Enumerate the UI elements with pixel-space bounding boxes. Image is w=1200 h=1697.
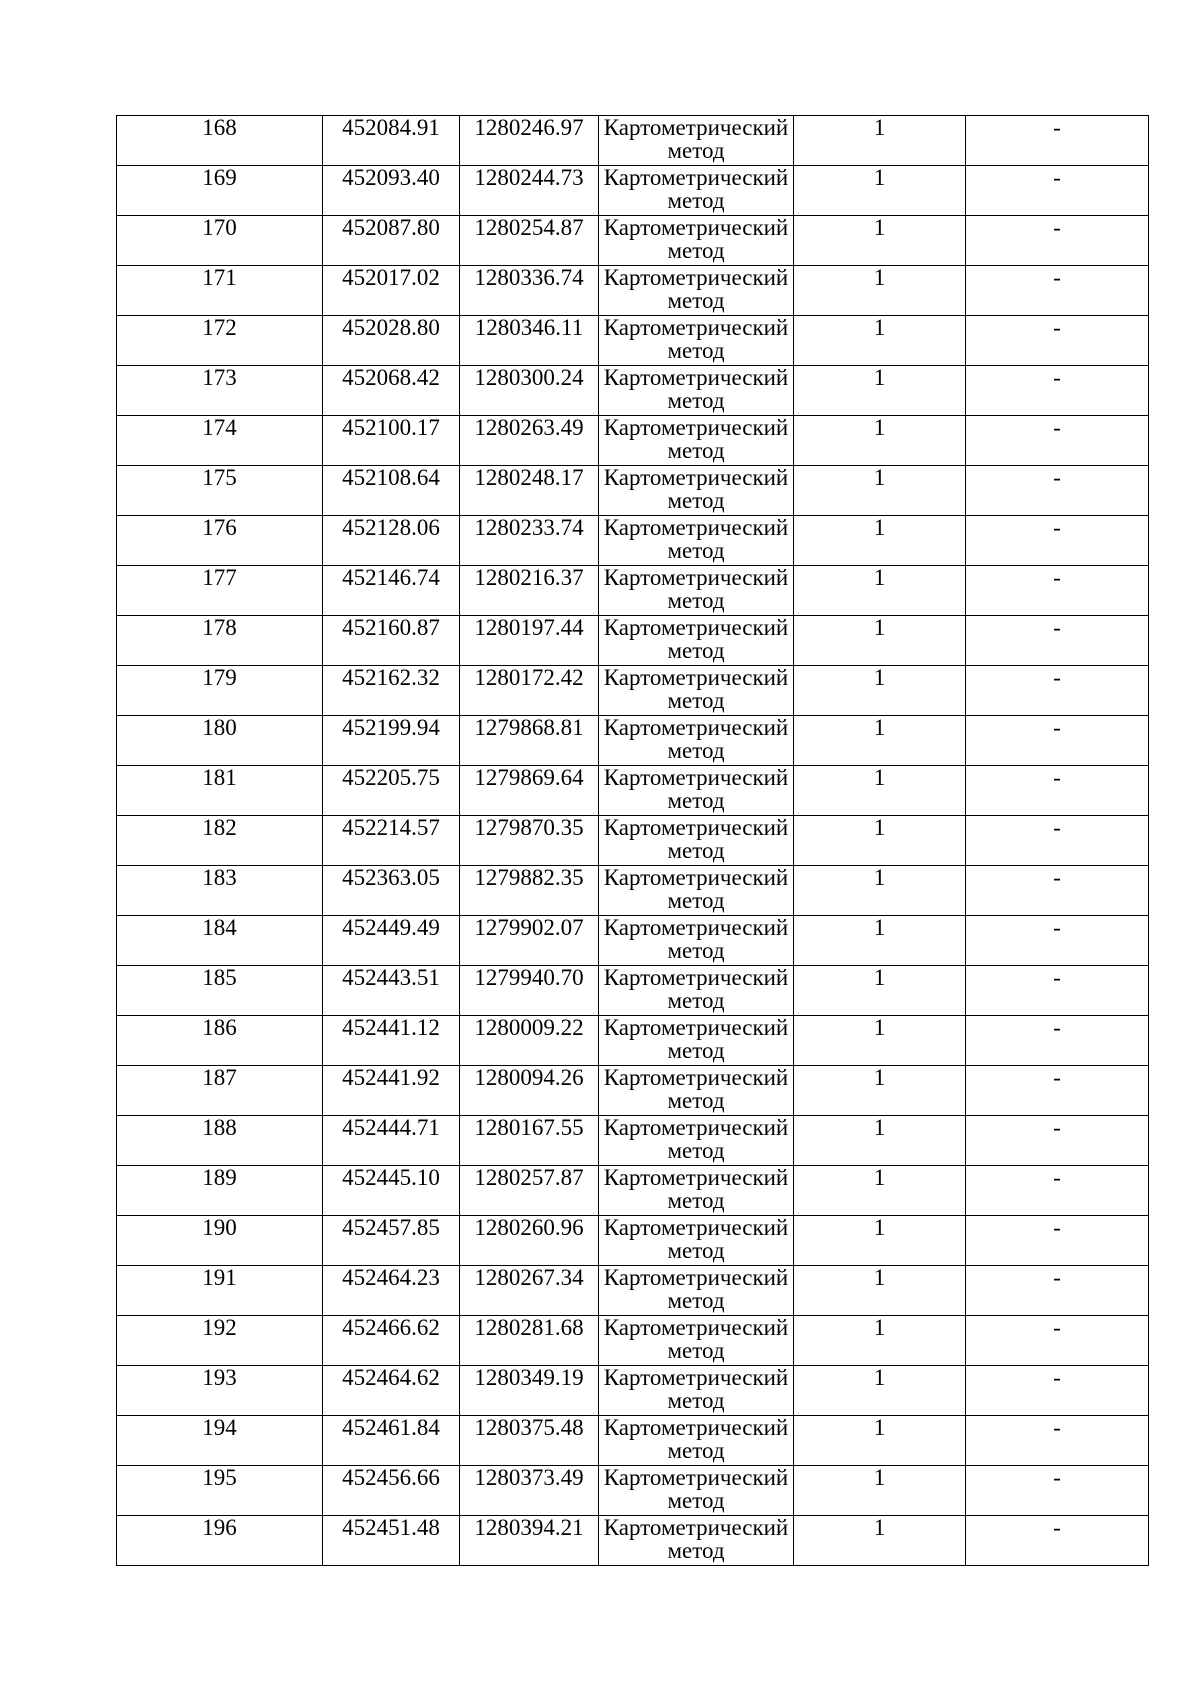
table-row	[117, 1066, 1149, 1116]
method-line-2: метод	[667, 488, 725, 513]
x-coordinate-cell: 452451.48	[323, 1516, 460, 1566]
point-number-cell: 186	[117, 1016, 323, 1066]
note-cell: -	[966, 216, 1149, 266]
method-cell	[599, 216, 794, 266]
method-line-2: метод	[667, 138, 725, 163]
method-line-1: Картометрический	[603, 265, 789, 290]
method-cell	[599, 516, 794, 566]
y-coordinate-cell: 1279902.07	[460, 916, 599, 966]
table-row	[117, 1116, 1149, 1166]
method-line-1: Картометрический	[603, 315, 789, 340]
method-line-1: Картометрический	[603, 865, 789, 890]
method-cell	[599, 566, 794, 616]
x-coordinate-cell: 452100.17	[323, 416, 460, 466]
method-cell	[599, 266, 794, 316]
method-line-1: Картометрический	[603, 515, 789, 540]
table-row	[117, 116, 1149, 166]
accuracy-cell: 1	[794, 1366, 966, 1416]
method-line-2: метод	[667, 288, 725, 313]
note-cell: -	[966, 566, 1149, 616]
accuracy-cell: 1	[794, 1416, 966, 1466]
note-cell: -	[966, 1116, 1149, 1166]
y-coordinate-cell: 1280375.48	[460, 1416, 599, 1466]
method-line-2: метод	[667, 1088, 725, 1113]
y-coordinate-cell: 1279940.70	[460, 966, 599, 1016]
point-number-cell: 174	[117, 416, 323, 466]
x-coordinate-cell: 452205.75	[323, 766, 460, 816]
note-cell: -	[966, 1516, 1149, 1566]
method-line-1: Картометрический	[603, 665, 789, 690]
method-line-2: метод	[667, 788, 725, 813]
point-number-cell: 194	[117, 1416, 323, 1466]
method-cell	[599, 1016, 794, 1066]
table-row	[117, 316, 1149, 366]
method-line-1: Картометрический	[603, 1265, 789, 1290]
note-cell: -	[966, 666, 1149, 716]
method-cell	[599, 1216, 794, 1266]
table-row	[117, 516, 1149, 566]
table-row	[117, 866, 1149, 916]
table-row	[117, 916, 1149, 966]
y-coordinate-cell: 1280197.44	[460, 616, 599, 666]
note-cell: -	[966, 1466, 1149, 1516]
point-number-cell: 195	[117, 1466, 323, 1516]
accuracy-cell: 1	[794, 366, 966, 416]
accuracy-cell: 1	[794, 566, 966, 616]
method-line-1: Картометрический	[603, 1115, 789, 1140]
method-line-1: Картометрический	[603, 1415, 789, 1440]
x-coordinate-cell: 452466.62	[323, 1316, 460, 1366]
x-coordinate-cell: 452087.80	[323, 216, 460, 266]
table-row	[117, 1466, 1149, 1516]
table-row	[117, 366, 1149, 416]
x-coordinate-cell: 452461.84	[323, 1416, 460, 1466]
table-row	[117, 1266, 1149, 1316]
y-coordinate-cell: 1279869.64	[460, 766, 599, 816]
note-cell: -	[966, 716, 1149, 766]
point-number-cell: 183	[117, 866, 323, 916]
table-row	[117, 666, 1149, 716]
y-coordinate-cell: 1280167.55	[460, 1116, 599, 1166]
method-line-1: Картометрический	[603, 815, 789, 840]
method-line-1: Картометрический	[603, 365, 789, 390]
x-coordinate-cell: 452146.74	[323, 566, 460, 616]
method-cell	[599, 766, 794, 816]
x-coordinate-cell: 452445.10	[323, 1166, 460, 1216]
method-cell	[599, 1066, 794, 1116]
point-number-cell: 191	[117, 1266, 323, 1316]
point-number-cell: 173	[117, 366, 323, 416]
accuracy-cell: 1	[794, 766, 966, 816]
y-coordinate-cell: 1280248.17	[460, 466, 599, 516]
method-line-1: Картометрический	[603, 165, 789, 190]
accuracy-cell: 1	[794, 466, 966, 516]
x-coordinate-cell: 452449.49	[323, 916, 460, 966]
x-coordinate-cell: 452108.64	[323, 466, 460, 516]
table-row	[117, 816, 1149, 866]
method-cell	[599, 916, 794, 966]
method-cell	[599, 1516, 794, 1566]
method-cell	[599, 1416, 794, 1466]
method-line-1: Картометрический	[603, 115, 789, 140]
method-cell	[599, 966, 794, 1016]
point-number-cell: 179	[117, 666, 323, 716]
y-coordinate-cell: 1280263.49	[460, 416, 599, 466]
y-coordinate-cell: 1280267.34	[460, 1266, 599, 1316]
x-coordinate-cell: 452456.66	[323, 1466, 460, 1516]
note-cell: -	[966, 1166, 1149, 1216]
note-cell: -	[966, 1416, 1149, 1466]
note-cell: -	[966, 166, 1149, 216]
method-line-2: метод	[667, 1388, 725, 1413]
method-line-1: Картометрический	[603, 215, 789, 240]
y-coordinate-cell: 1280349.19	[460, 1366, 599, 1416]
method-cell	[599, 666, 794, 716]
note-cell: -	[966, 866, 1149, 916]
method-line-1: Картометрический	[603, 1365, 789, 1390]
method-line-2: метод	[667, 938, 725, 963]
x-coordinate-cell: 452363.05	[323, 866, 460, 916]
method-line-2: метод	[667, 838, 725, 863]
y-coordinate-cell: 1280244.73	[460, 166, 599, 216]
note-cell: -	[966, 116, 1149, 166]
table-row	[117, 1316, 1149, 1366]
method-line-1: Картометрический	[603, 965, 789, 990]
table-row	[117, 466, 1149, 516]
accuracy-cell: 1	[794, 716, 966, 766]
x-coordinate-cell: 452444.71	[323, 1116, 460, 1166]
x-coordinate-cell: 452464.23	[323, 1266, 460, 1316]
accuracy-cell: 1	[794, 1316, 966, 1366]
method-line-2: метод	[667, 538, 725, 563]
method-cell	[599, 866, 794, 916]
point-number-cell: 178	[117, 616, 323, 666]
note-cell: -	[966, 916, 1149, 966]
table-row	[117, 966, 1149, 1016]
point-number-cell: 190	[117, 1216, 323, 1266]
y-coordinate-cell: 1280257.87	[460, 1166, 599, 1216]
note-cell: -	[966, 1016, 1149, 1066]
y-coordinate-cell: 1280254.87	[460, 216, 599, 266]
accuracy-cell: 1	[794, 416, 966, 466]
method-line-1: Картометрический	[603, 465, 789, 490]
table-row	[117, 566, 1149, 616]
method-cell	[599, 316, 794, 366]
method-cell	[599, 1366, 794, 1416]
method-cell	[599, 1166, 794, 1216]
accuracy-cell: 1	[794, 516, 966, 566]
x-coordinate-cell: 452017.02	[323, 266, 460, 316]
method-line-1: Картометрический	[603, 1315, 789, 1340]
method-line-2: метод	[667, 1238, 725, 1263]
note-cell: -	[966, 416, 1149, 466]
point-number-cell: 192	[117, 1316, 323, 1366]
accuracy-cell: 1	[794, 1216, 966, 1266]
point-number-cell: 169	[117, 166, 323, 216]
y-coordinate-cell: 1279868.81	[460, 716, 599, 766]
accuracy-cell: 1	[794, 816, 966, 866]
method-line-2: метод	[667, 1038, 725, 1063]
y-coordinate-cell: 1280094.26	[460, 1066, 599, 1116]
method-line-2: метод	[667, 438, 725, 463]
y-coordinate-cell: 1279870.35	[460, 816, 599, 866]
point-number-cell: 185	[117, 966, 323, 1016]
method-cell	[599, 1316, 794, 1366]
point-number-cell: 193	[117, 1366, 323, 1416]
x-coordinate-cell: 452441.92	[323, 1066, 460, 1116]
x-coordinate-cell: 452162.32	[323, 666, 460, 716]
note-cell: -	[966, 466, 1149, 516]
table-row	[117, 1216, 1149, 1266]
y-coordinate-cell: 1280009.22	[460, 1016, 599, 1066]
note-cell: -	[966, 616, 1149, 666]
y-coordinate-cell: 1279882.35	[460, 866, 599, 916]
accuracy-cell: 1	[794, 966, 966, 1016]
point-number-cell: 168	[117, 116, 323, 166]
y-coordinate-cell: 1280172.42	[460, 666, 599, 716]
table-row	[117, 716, 1149, 766]
y-coordinate-cell: 1280233.74	[460, 516, 599, 566]
y-coordinate-cell: 1280394.21	[460, 1516, 599, 1566]
method-line-2: метод	[667, 188, 725, 213]
point-number-cell: 170	[117, 216, 323, 266]
table-row	[117, 616, 1149, 666]
method-cell	[599, 466, 794, 516]
y-coordinate-cell: 1280216.37	[460, 566, 599, 616]
table-row	[117, 1166, 1149, 1216]
note-cell: -	[966, 1216, 1149, 1266]
note-cell: -	[966, 266, 1149, 316]
x-coordinate-cell: 452441.12	[323, 1016, 460, 1066]
method-line-1: Картометрический	[603, 765, 789, 790]
accuracy-cell: 1	[794, 1466, 966, 1516]
method-cell	[599, 616, 794, 666]
method-line-2: метод	[667, 1138, 725, 1163]
method-line-1: Картометрический	[603, 1165, 789, 1190]
method-line-1: Картометрический	[603, 915, 789, 940]
method-line-1: Картометрический	[603, 565, 789, 590]
point-number-cell: 177	[117, 566, 323, 616]
x-coordinate-cell: 452128.06	[323, 516, 460, 566]
y-coordinate-cell: 1280281.68	[460, 1316, 599, 1366]
method-line-1: Картометрический	[603, 1465, 789, 1490]
point-number-cell: 180	[117, 716, 323, 766]
accuracy-cell: 1	[794, 116, 966, 166]
y-coordinate-cell: 1280346.11	[460, 316, 599, 366]
method-line-1: Картометрический	[603, 615, 789, 640]
point-number-cell: 182	[117, 816, 323, 866]
method-line-2: метод	[667, 1538, 725, 1563]
method-line-1: Картометрический	[603, 1215, 789, 1240]
method-line-2: метод	[667, 1188, 725, 1213]
method-cell	[599, 1466, 794, 1516]
x-coordinate-cell: 452464.62	[323, 1366, 460, 1416]
method-line-2: метод	[667, 588, 725, 613]
x-coordinate-cell: 452214.57	[323, 816, 460, 866]
point-number-cell: 187	[117, 1066, 323, 1116]
method-cell	[599, 416, 794, 466]
note-cell: -	[966, 366, 1149, 416]
point-number-cell: 172	[117, 316, 323, 366]
method-line-2: метод	[667, 688, 725, 713]
point-number-cell: 188	[117, 1116, 323, 1166]
note-cell: -	[966, 516, 1149, 566]
method-line-2: метод	[667, 238, 725, 263]
table-row	[117, 1016, 1149, 1066]
note-cell: -	[966, 316, 1149, 366]
method-line-2: метод	[667, 388, 725, 413]
method-line-1: Картометрический	[603, 415, 789, 440]
accuracy-cell: 1	[794, 1266, 966, 1316]
x-coordinate-cell: 452443.51	[323, 966, 460, 1016]
note-cell: -	[966, 766, 1149, 816]
method-cell	[599, 366, 794, 416]
accuracy-cell: 1	[794, 866, 966, 916]
point-number-cell: 171	[117, 266, 323, 316]
accuracy-cell: 1	[794, 316, 966, 366]
method-line-2: метод	[667, 1438, 725, 1463]
accuracy-cell: 1	[794, 616, 966, 666]
accuracy-cell: 1	[794, 1066, 966, 1116]
note-cell: -	[966, 1316, 1149, 1366]
table-row	[117, 1516, 1149, 1566]
x-coordinate-cell: 452068.42	[323, 366, 460, 416]
x-coordinate-cell: 452160.87	[323, 616, 460, 666]
note-cell: -	[966, 1366, 1149, 1416]
coordinates-table	[116, 115, 1149, 1566]
note-cell: -	[966, 1266, 1149, 1316]
accuracy-cell: 1	[794, 1116, 966, 1166]
accuracy-cell: 1	[794, 216, 966, 266]
point-number-cell: 196	[117, 1516, 323, 1566]
x-coordinate-cell: 452093.40	[323, 166, 460, 216]
table-row	[117, 1366, 1149, 1416]
method-cell	[599, 716, 794, 766]
y-coordinate-cell: 1280260.96	[460, 1216, 599, 1266]
method-cell	[599, 166, 794, 216]
method-cell	[599, 1116, 794, 1166]
table-row	[117, 1416, 1149, 1466]
method-line-2: метод	[667, 738, 725, 763]
x-coordinate-cell: 452199.94	[323, 716, 460, 766]
note-cell: -	[966, 966, 1149, 1016]
table-row	[117, 166, 1149, 216]
point-number-cell: 189	[117, 1166, 323, 1216]
method-cell	[599, 1266, 794, 1316]
y-coordinate-cell: 1280336.74	[460, 266, 599, 316]
method-line-2: метод	[667, 1288, 725, 1313]
note-cell: -	[966, 1066, 1149, 1116]
accuracy-cell: 1	[794, 266, 966, 316]
coordinates-table-body	[117, 116, 1149, 1566]
y-coordinate-cell: 1280373.49	[460, 1466, 599, 1516]
point-number-cell: 181	[117, 766, 323, 816]
x-coordinate-cell: 452084.91	[323, 116, 460, 166]
accuracy-cell: 1	[794, 916, 966, 966]
table-row	[117, 766, 1149, 816]
point-number-cell: 184	[117, 916, 323, 966]
y-coordinate-cell: 1280300.24	[460, 366, 599, 416]
note-cell: -	[966, 816, 1149, 866]
point-number-cell: 176	[117, 516, 323, 566]
method-line-2: метод	[667, 338, 725, 363]
method-cell	[599, 816, 794, 866]
y-coordinate-cell: 1280246.97	[460, 116, 599, 166]
accuracy-cell: 1	[794, 1016, 966, 1066]
method-line-2: метод	[667, 988, 725, 1013]
accuracy-cell: 1	[794, 1516, 966, 1566]
method-line-1: Картометрический	[603, 715, 789, 740]
method-line-1: Картометрический	[603, 1065, 789, 1090]
method-line-2: метод	[667, 888, 725, 913]
table-row	[117, 266, 1149, 316]
accuracy-cell: 1	[794, 1166, 966, 1216]
point-number-cell: 175	[117, 466, 323, 516]
table-row	[117, 216, 1149, 266]
method-line-2: метод	[667, 638, 725, 663]
method-line-2: метод	[667, 1338, 725, 1363]
method-line-1: Картометрический	[603, 1015, 789, 1040]
x-coordinate-cell: 452457.85	[323, 1216, 460, 1266]
method-line-1: Картометрический	[603, 1515, 789, 1540]
accuracy-cell: 1	[794, 666, 966, 716]
x-coordinate-cell: 452028.80	[323, 316, 460, 366]
method-cell	[599, 116, 794, 166]
table-row	[117, 416, 1149, 466]
method-line-2: метод	[667, 1488, 725, 1513]
accuracy-cell: 1	[794, 166, 966, 216]
